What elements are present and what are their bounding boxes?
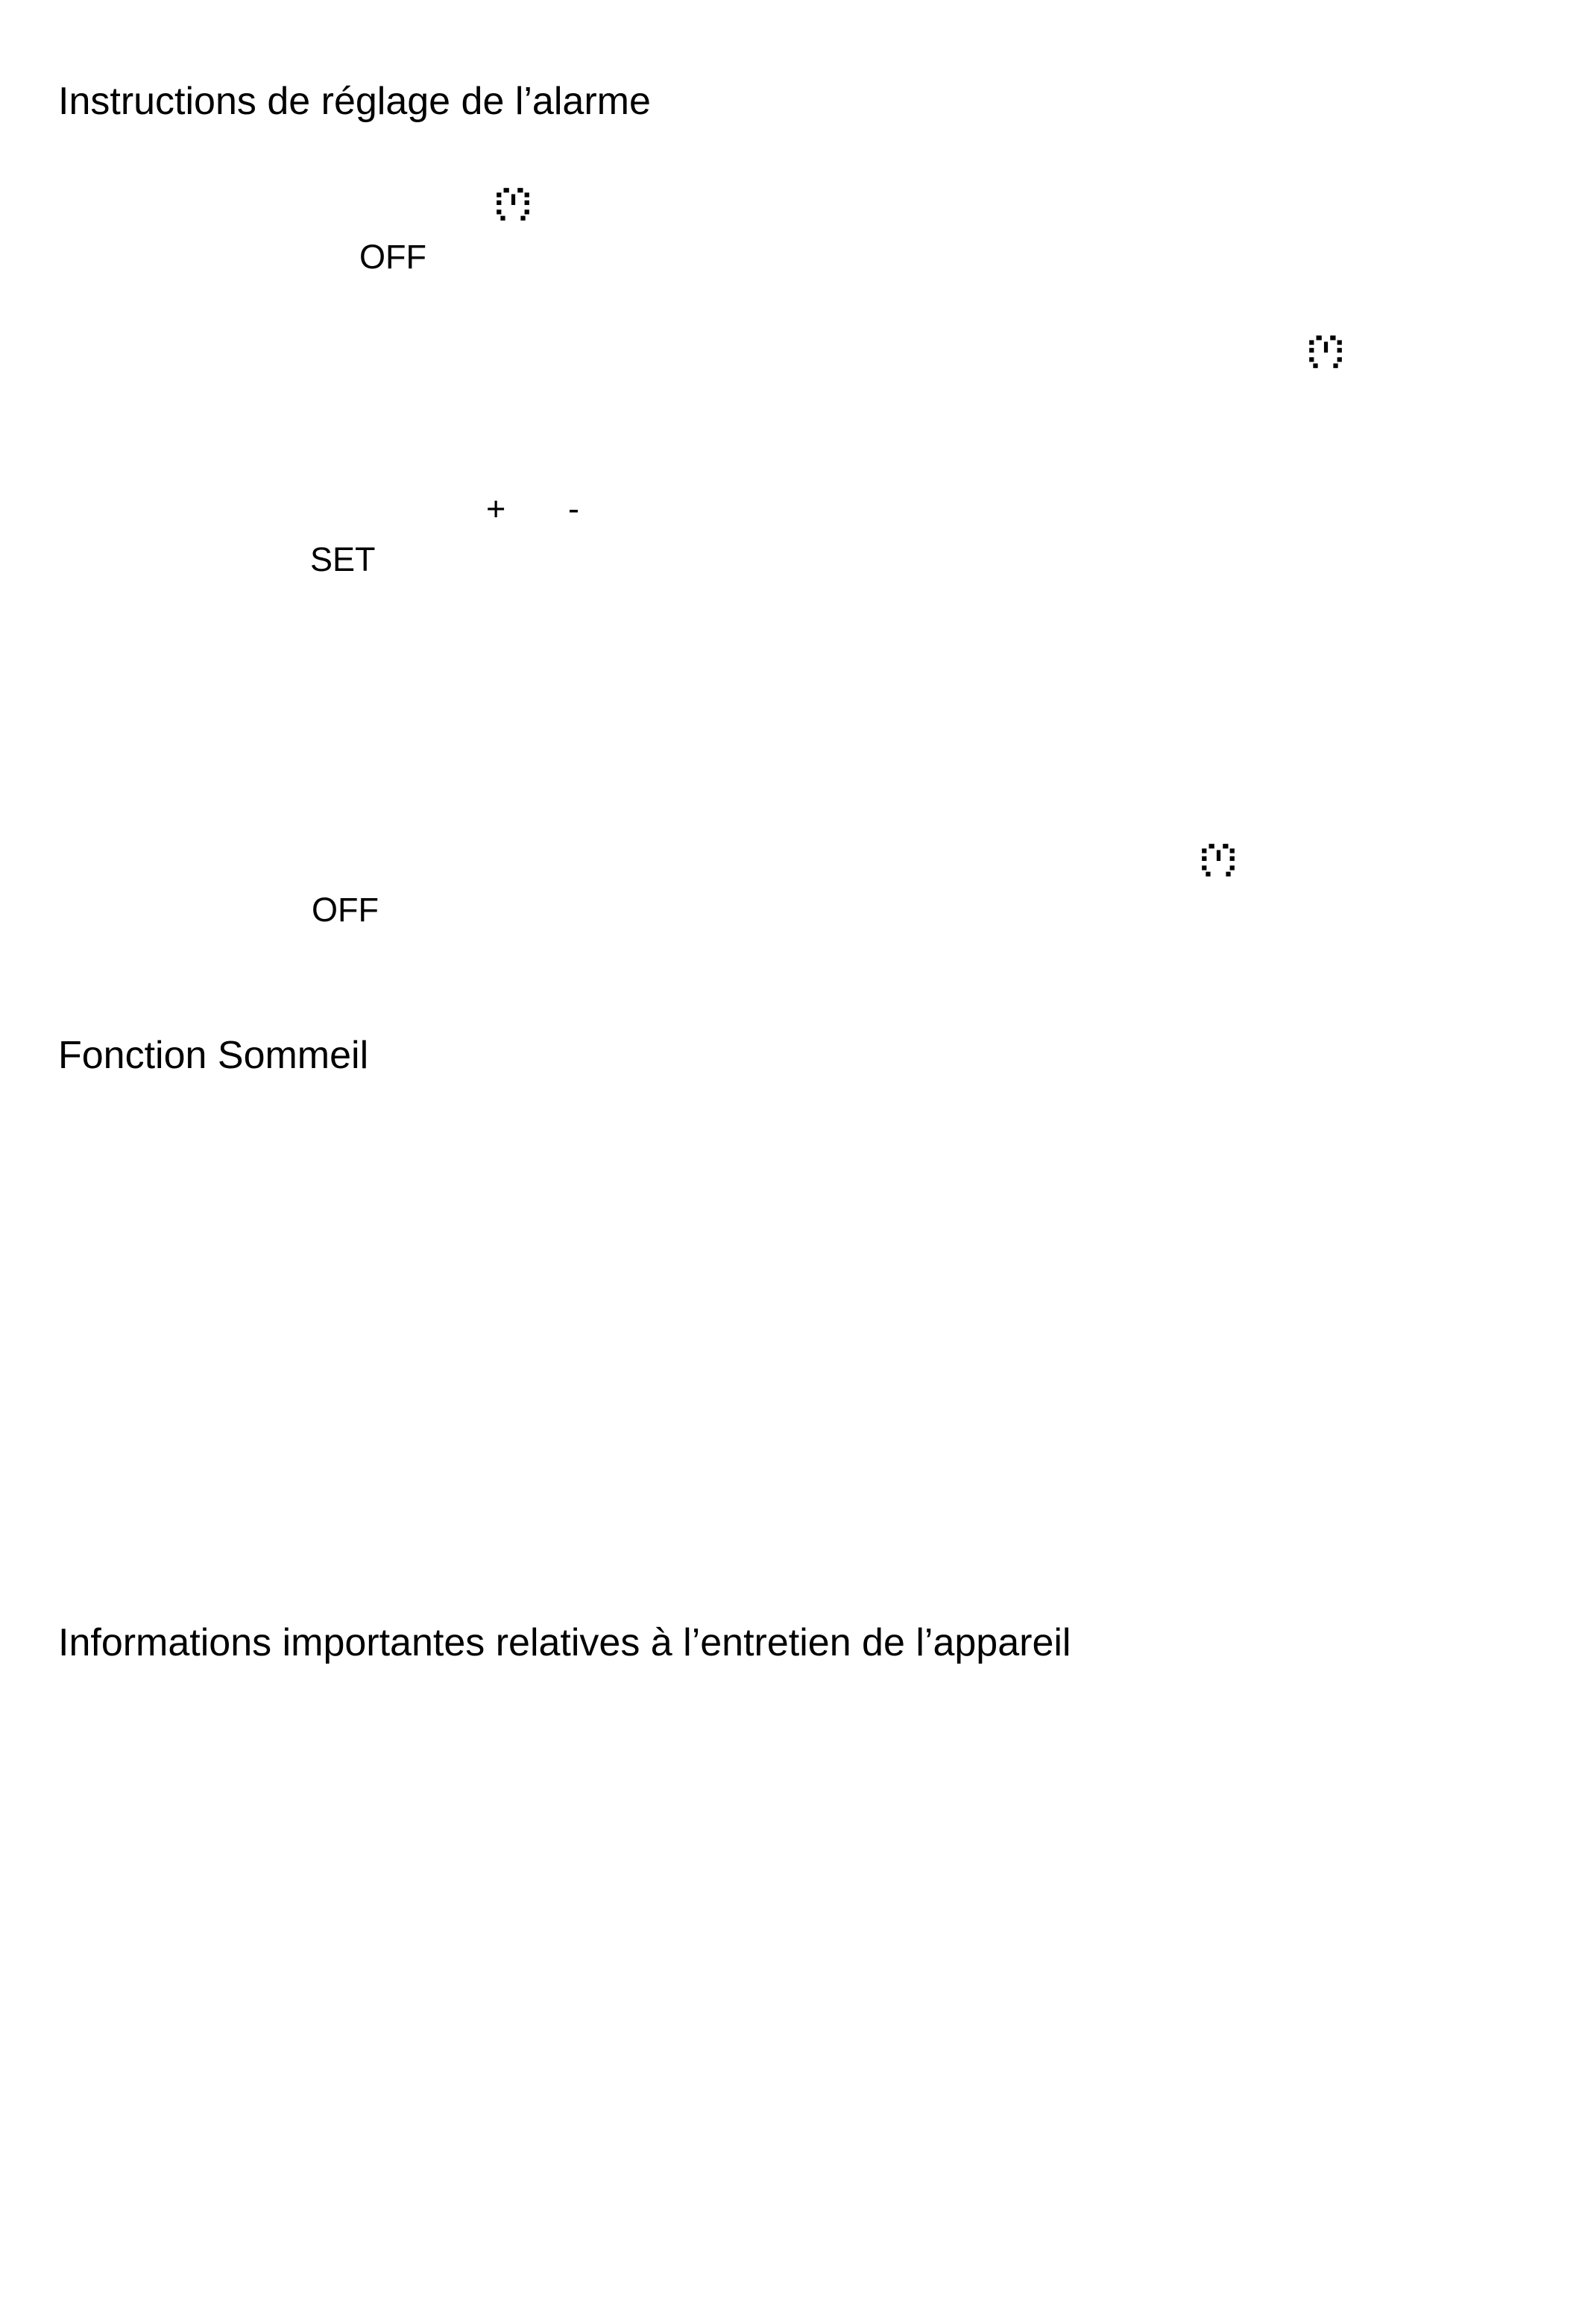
section-title-sleep-function: Fonction Sommeil: [58, 1034, 369, 1077]
alarm-icon: [1199, 841, 1238, 880]
off-label: OFF: [359, 238, 426, 276]
section-title-maintenance-info: Informations importantes relatives à l’entretien de l’appareil: [58, 1621, 1071, 1664]
off-label: OFF: [312, 891, 379, 929]
set-label: SET: [310, 540, 376, 578]
alarm-icon: [1306, 332, 1345, 371]
minus-label: -: [568, 490, 579, 528]
plus-label: +: [486, 490, 506, 528]
alarm-icon: [494, 185, 532, 224]
section-title-alarm-settings: Instructions de réglage de l’alarme: [58, 80, 651, 123]
